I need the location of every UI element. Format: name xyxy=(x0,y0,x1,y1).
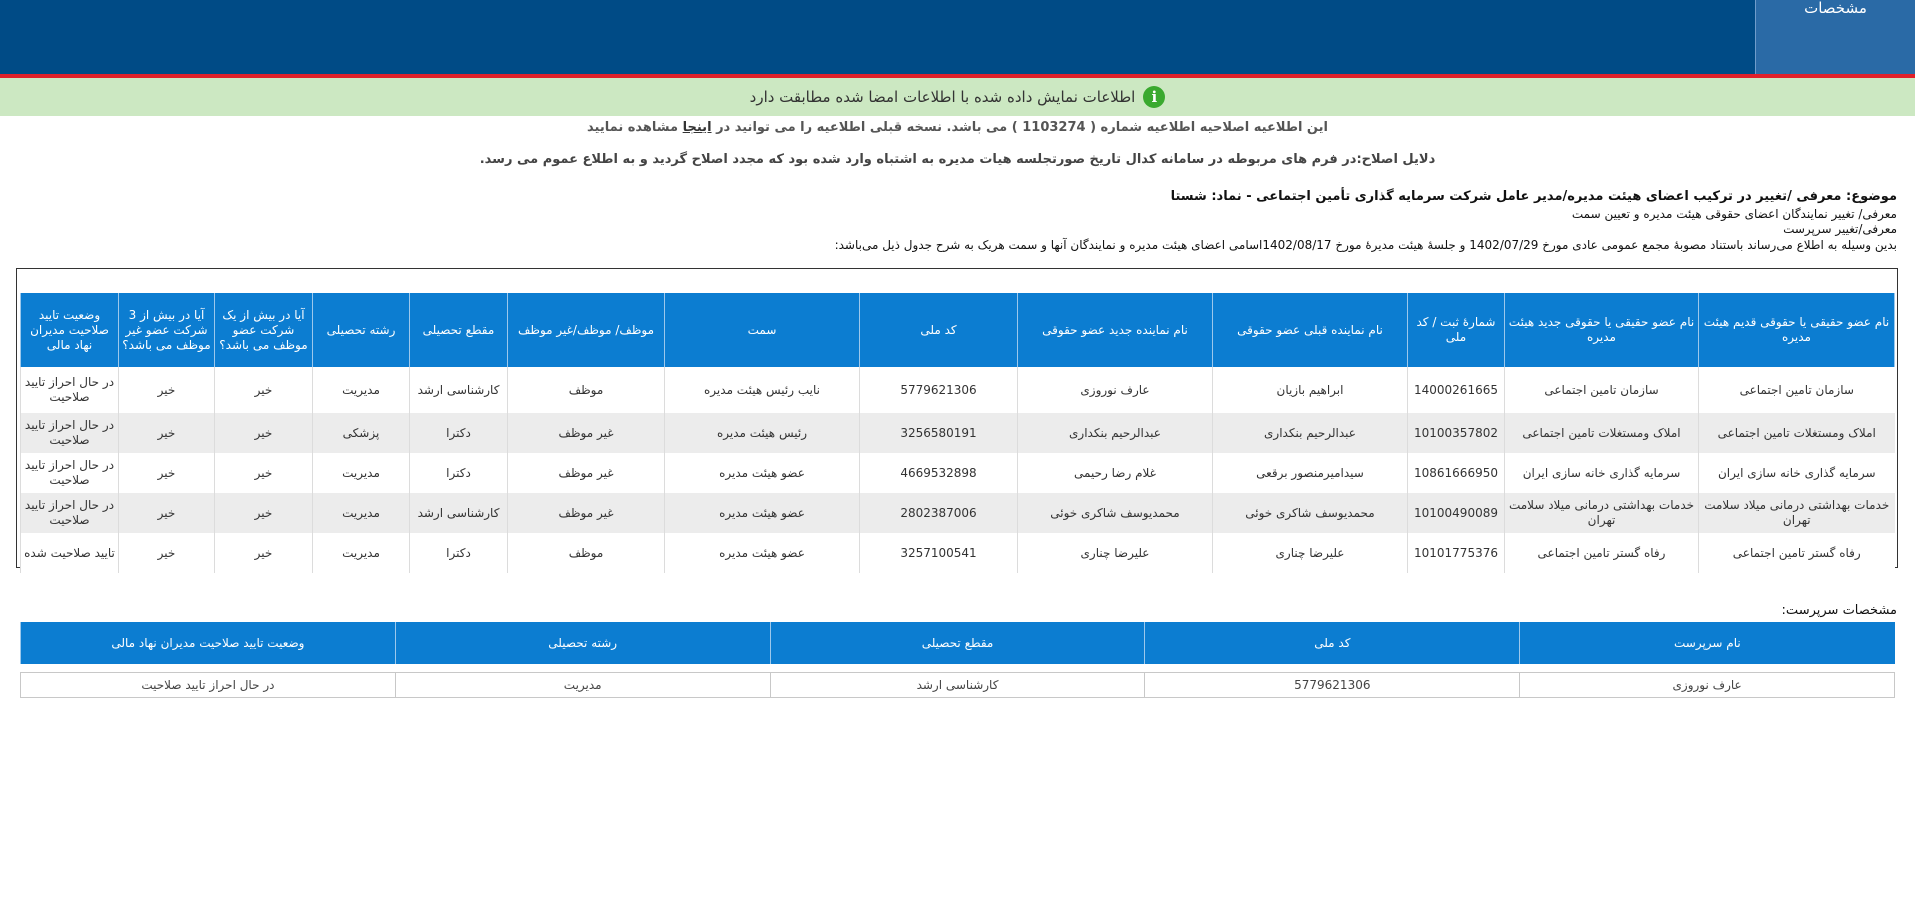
cell-duty-status: غیر موظف xyxy=(508,453,665,493)
cell-multi-duty: خیر xyxy=(215,413,313,453)
cell-education-level: دکترا xyxy=(410,533,508,573)
cell-registration-id: 10100490089 xyxy=(1408,493,1505,533)
cell-duty-status: موظف xyxy=(508,367,665,413)
cell-new-member: املاک ومستغلات تامین اجتماعی xyxy=(1505,413,1699,453)
cell-new-representative: علیرضا چناری xyxy=(1018,533,1213,573)
cell-field-of-study: مدیریت xyxy=(313,533,410,573)
cell-multi-nonduty: خیر xyxy=(119,453,215,493)
table-row xyxy=(21,453,1895,493)
cell-previous-representative: علیرضا چناری xyxy=(1213,533,1408,573)
topic-line-1: معرفی/ تغییر نمایندگان اعضای حقوقی هیئت مدیره و تعیین سمت xyxy=(1571,207,1897,221)
cell-qualification-status: در حال احراز تایید صلاحیت xyxy=(21,453,119,493)
table-row xyxy=(21,413,1895,453)
cell-registration-id: 10100357802 xyxy=(1408,413,1505,453)
correction-reason: دلایل اصلاح:در فرم های مربوطه در سامانه کدال تاریخ صورتجلسه هیات مدیره به اشتباه وارد شده بود که مجدد اصلاح گردید و به اطلاع عموم می رسد. xyxy=(479,152,1436,167)
col-new-representative: نام نماینده جدید عضو حقوقی xyxy=(1018,293,1213,367)
cell-education-level: دکترا xyxy=(410,453,508,493)
cell-qualification-status: در حال احراز تایید صلاحیت xyxy=(21,367,119,413)
cell-qualification-status: در حال احراز تایید صلاحیت xyxy=(21,413,119,453)
cell-position: عضو هیئت مدیره xyxy=(665,493,860,533)
cell-registration-id: 10861666950 xyxy=(1408,453,1505,493)
cell-new-member: سازمان تامین اجتماعی xyxy=(1505,367,1699,413)
tab-details[interactable]: مشخصات xyxy=(1755,0,1915,74)
cell-registration-id: 10101775376 xyxy=(1408,533,1505,573)
cell-duty-status: غیر موظف xyxy=(508,493,665,533)
cell-new-representative: عارف نوروزی xyxy=(1018,367,1213,413)
supervisor-section-label: مشخصات سرپرست: xyxy=(1781,603,1897,618)
cell-previous-representative: محمدیوسف شاکری خوئی xyxy=(1213,493,1408,533)
col-qualification-status: وضعیت تایید صلاحیت مدیران نهاد مالی xyxy=(21,293,119,367)
cell-position: عضو هیئت مدیره xyxy=(665,453,860,493)
col-multi-duty: آیا در بیش از یک شرکت عضو موظف می باشد؟ xyxy=(215,293,313,367)
cell-field-of-study: مدیریت xyxy=(313,493,410,533)
cell-multi-nonduty: خیر xyxy=(119,493,215,533)
correction-notice xyxy=(0,120,1915,135)
board-table-frame xyxy=(16,268,1898,568)
cell-multi-duty: خیر xyxy=(215,493,313,533)
col-previous-representative: نام نماینده قبلی عضو حقوقی xyxy=(1213,293,1408,367)
cell-position: رئیس هیئت مدیره xyxy=(665,413,860,453)
col-supervisor-name: نام سرپرست xyxy=(1520,622,1895,664)
cell-multi-nonduty: خیر xyxy=(119,413,215,453)
cell-national-code: 3256580191 xyxy=(860,413,1018,453)
col-education-level: مقطع تحصیلی xyxy=(410,293,508,367)
announcement-subject: موضوع: معرفی /تغییر در ترکیب اعضای هیئت مدیره/مدیر عامل شرکت سرمایه گذاری تأمین اجتماعی - نماد: شستا xyxy=(1170,189,1897,204)
intro-paragraph: بدین وسیله به اطلاع می‌رساند باستناد مصوبۀ مجمع عمومی عادی مورخ 1402/07/29 و جلسۀ هیئت مدیرۀ مورخ 1402/08/17اسامی اعضای هیئت مدیره و نمایندگان آنها و سمت هریک به شرح جدول ذیل می‌باشد: xyxy=(834,238,1897,252)
cell-old-member: رفاه گستر تامین اجتماعی xyxy=(1699,533,1895,573)
col-supervisor-code: کد ملی xyxy=(1145,622,1520,664)
table-row xyxy=(21,367,1895,413)
col-supervisor-status: وضعیت تایید صلاحیت مدیران نهاد مالی xyxy=(21,622,396,664)
cell-duty-status: موظف xyxy=(508,533,665,573)
cell-position: نایب رئیس هیئت مدیره xyxy=(665,367,860,413)
cell-multi-nonduty: خیر xyxy=(119,367,215,413)
cell-old-member: سازمان تامین اجتماعی xyxy=(1699,367,1895,413)
verification-message: اطلاعات نمایش داده شده با اطلاعات امضا شده مطابقت دارد xyxy=(749,88,1136,106)
cell-previous-representative: عبدالرحیم بنکداری xyxy=(1213,413,1408,453)
col-old-member: نام عضو حقیقی یا حقوقی قدیم هیئت مدیره xyxy=(1699,293,1895,367)
col-duty-status: موظف/ موظف/غیر موظف xyxy=(508,293,665,367)
supervisor-status: در حال احراز تایید صلاحیت xyxy=(21,673,396,698)
table-row xyxy=(21,493,1895,533)
cell-position: عضو هیئت مدیره xyxy=(665,533,860,573)
cell-new-member: رفاه گستر تامین اجتماعی xyxy=(1505,533,1699,573)
cell-national-code: 3257100541 xyxy=(860,533,1018,573)
top-banner xyxy=(0,0,1915,74)
notice-text-end: مشاهده نمایید xyxy=(587,120,679,135)
cell-national-code: 4669532898 xyxy=(860,453,1018,493)
cell-duty-status: غیر موظف xyxy=(508,413,665,453)
cell-new-member: خدمات بهداشتی درمانی میلاد سلامت تهران xyxy=(1505,493,1699,533)
cell-old-member: املاک ومستغلات تامین اجتماعی xyxy=(1699,413,1895,453)
cell-field-of-study: پزشکی xyxy=(313,413,410,453)
cell-previous-representative: ابراهیم بازیان xyxy=(1213,367,1408,413)
supervisor-level: کارشناسی ارشد xyxy=(770,673,1145,698)
col-supervisor-field: رشته تحصیلی xyxy=(395,622,770,664)
previous-version-link[interactable]: اینجا xyxy=(682,120,712,135)
supervisor-code: 5779621306 xyxy=(1145,673,1520,698)
cell-new-representative: محمدیوسف شاکری خوئی xyxy=(1018,493,1213,533)
cell-education-level: دکترا xyxy=(410,413,508,453)
cell-national-code: 5779621306 xyxy=(860,367,1018,413)
cell-education-level: کارشناسی ارشد xyxy=(410,493,508,533)
supervisor-field: مدیریت xyxy=(395,673,770,698)
table-row xyxy=(21,533,1895,573)
col-new-member: نام عضو حقیقی یا حقوقی جدید هیئت مدیره xyxy=(1505,293,1699,367)
info-icon: i xyxy=(1143,86,1165,108)
cell-multi-duty: خیر xyxy=(215,533,313,573)
col-national-code: کد ملی xyxy=(860,293,1018,367)
cell-new-representative: غلام رضا رحیمی xyxy=(1018,453,1213,493)
cell-new-representative: عبدالرحیم بنکداری xyxy=(1018,413,1213,453)
cell-qualification-status: تایید صلاحیت شده xyxy=(21,533,119,573)
col-position: سمت xyxy=(665,293,860,367)
supervisor-header-row xyxy=(21,622,1895,664)
board-members-table xyxy=(20,293,1895,573)
cell-qualification-status: در حال احراز تایید صلاحیت xyxy=(21,493,119,533)
col-multi-nonduty: آیا در بیش از 3 شرکت عضو غیر موظف می باشد؟ xyxy=(119,293,215,367)
col-field-of-study: رشته تحصیلی xyxy=(313,293,410,367)
cell-education-level: کارشناسی ارشد xyxy=(410,367,508,413)
supervisor-row xyxy=(21,673,1895,698)
cell-new-member: سرمایه گذاری خانه سازی ایران xyxy=(1505,453,1699,493)
cell-field-of-study: مدیریت xyxy=(313,453,410,493)
cell-multi-duty: خیر xyxy=(215,453,313,493)
topic-line-2: معرفی/تغییر سرپرست xyxy=(1783,222,1897,236)
cell-old-member: سرمایه گذاری خانه سازی ایران xyxy=(1699,453,1895,493)
supervisor-name: عارف نوروزی xyxy=(1520,673,1895,698)
cell-national-code: 2802387006 xyxy=(860,493,1018,533)
supervisor-table xyxy=(20,622,1895,698)
table-header-row xyxy=(21,293,1895,367)
col-registration-id: شمارۀ ثبت / کد ملی xyxy=(1408,293,1505,367)
cell-multi-nonduty: خیر xyxy=(119,533,215,573)
cell-registration-id: 14000261665 xyxy=(1408,367,1505,413)
cell-multi-duty: خیر xyxy=(215,367,313,413)
notice-text: این اطلاعیه اصلاحیه اطلاعیه شماره ( 1103274 ) می باشد. نسخه قبلی اطلاعیه را می توانید در xyxy=(716,120,1328,135)
verification-bar xyxy=(0,78,1915,116)
cell-old-member: خدمات بهداشتی درمانی میلاد سلامت تهران xyxy=(1699,493,1895,533)
cell-previous-representative: سیدامیرمنصور برقعی xyxy=(1213,453,1408,493)
col-supervisor-level: مقطع تحصیلی xyxy=(770,622,1145,664)
cell-field-of-study: مدیریت xyxy=(313,367,410,413)
